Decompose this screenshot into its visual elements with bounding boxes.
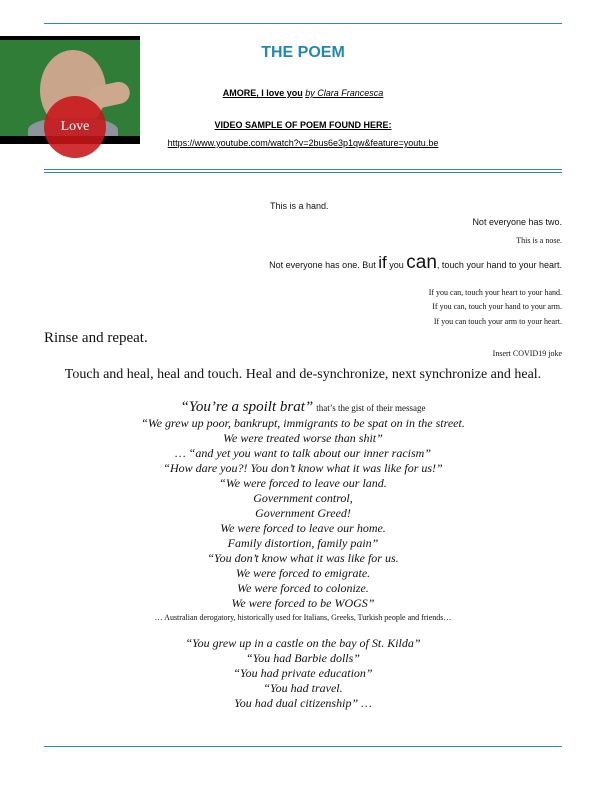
intro-line-3: This is a nose. (516, 236, 562, 245)
intro-line-4 (269, 252, 562, 274)
stanza-1-line: Family distortion, family pain” (227, 536, 379, 550)
stanza-1-line: “We grew up poor, bankrupt, immigrants to be spat on in the street. (141, 416, 465, 430)
intro-line-2: Not everyone has two. (472, 217, 562, 227)
intro-line-4-end: , touch your hand to your heart. (436, 260, 562, 270)
stanza-1-line: Government Greed! (255, 506, 351, 520)
wogs-footnote: … Australian derogatory, historically used for Italians, Greeks, Turkish people and friends… (154, 613, 452, 622)
covid-note: Insert COVID19 joke (492, 349, 562, 358)
stanza-1-line: … “and yet you want to talk about our inner racism” (175, 446, 431, 460)
stanza-2-line: “You grew up in a castle on the bay of St. Kilda” (185, 636, 421, 650)
poem-title-line (140, 88, 466, 98)
top-rule (44, 23, 562, 24)
intro-line-6: If you can, touch your hand to your arm. (432, 302, 562, 311)
poem-title: AMORE, I love you (222, 88, 303, 98)
stanza-2-line: “You had travel. (263, 681, 343, 695)
stanza-1-line: Government control, (253, 491, 353, 505)
stanza-1-line: “You don’t know what it was like for us. (207, 551, 399, 565)
stanza-1-line: We were forced to emigrate. (235, 566, 371, 580)
poem-author: by Clara Francesca (305, 88, 384, 98)
stanza-1-line: We were treated worse than shit” (223, 431, 383, 445)
touch-line: Touch and heal, heal and touch. Heal and de-synchronize, next synchronize and heal. (64, 367, 542, 382)
page-title: THE POEM (261, 44, 345, 61)
stanza-1-line: We were forced to leave our home. (220, 521, 386, 535)
intro-line-7: If you can touch your arm to your heart. (433, 317, 562, 326)
thumbnail-caption: Love (60, 119, 90, 134)
rinse-line: Rinse and repeat. (44, 330, 148, 346)
video-label: VIDEO SAMPLE OF POEM FOUND HERE: (214, 120, 392, 130)
gist-note: that’s the gist of their message (316, 403, 426, 413)
stanza-2-line: “You had Barbie dolls” (246, 651, 360, 665)
intro-line-5: If you can, touch your heart to your hand. (428, 288, 562, 297)
stanza-2 (44, 636, 562, 711)
stanza-1-line: We were forced to colonize. (237, 581, 369, 595)
stanza-1-line: “We were forced to leave our land. (219, 476, 387, 490)
header-divider (44, 169, 562, 170)
spoilt-quote: “You’re a spoilt brat” (180, 399, 314, 415)
bottom-rule (44, 746, 562, 747)
stanza-2-line: You had dual citizenship” … (234, 696, 372, 710)
video-thumbnail[interactable] (0, 36, 140, 144)
intro-line-4-if: if (378, 253, 387, 272)
stanza-1-line: We were forced to be WOGS” (231, 596, 375, 610)
spoilt-line (44, 400, 562, 416)
stanza-1-line: “How dare you?! You don’t know what it was like for us!” (163, 461, 443, 475)
stanza-2-line: “You had private education” (233, 666, 373, 680)
stanza-1 (44, 400, 562, 625)
video-link[interactable]: https://www.youtube.com/watch?v=2bus6e3p1qw&feature=youtu.be (167, 138, 439, 148)
intro-line-1: This is a hand. (270, 201, 329, 211)
intro-line-4-can: can (406, 252, 437, 273)
intro-line-4a: Not everyone has one. But (269, 260, 376, 270)
intro-line-4-you: you (389, 260, 404, 270)
